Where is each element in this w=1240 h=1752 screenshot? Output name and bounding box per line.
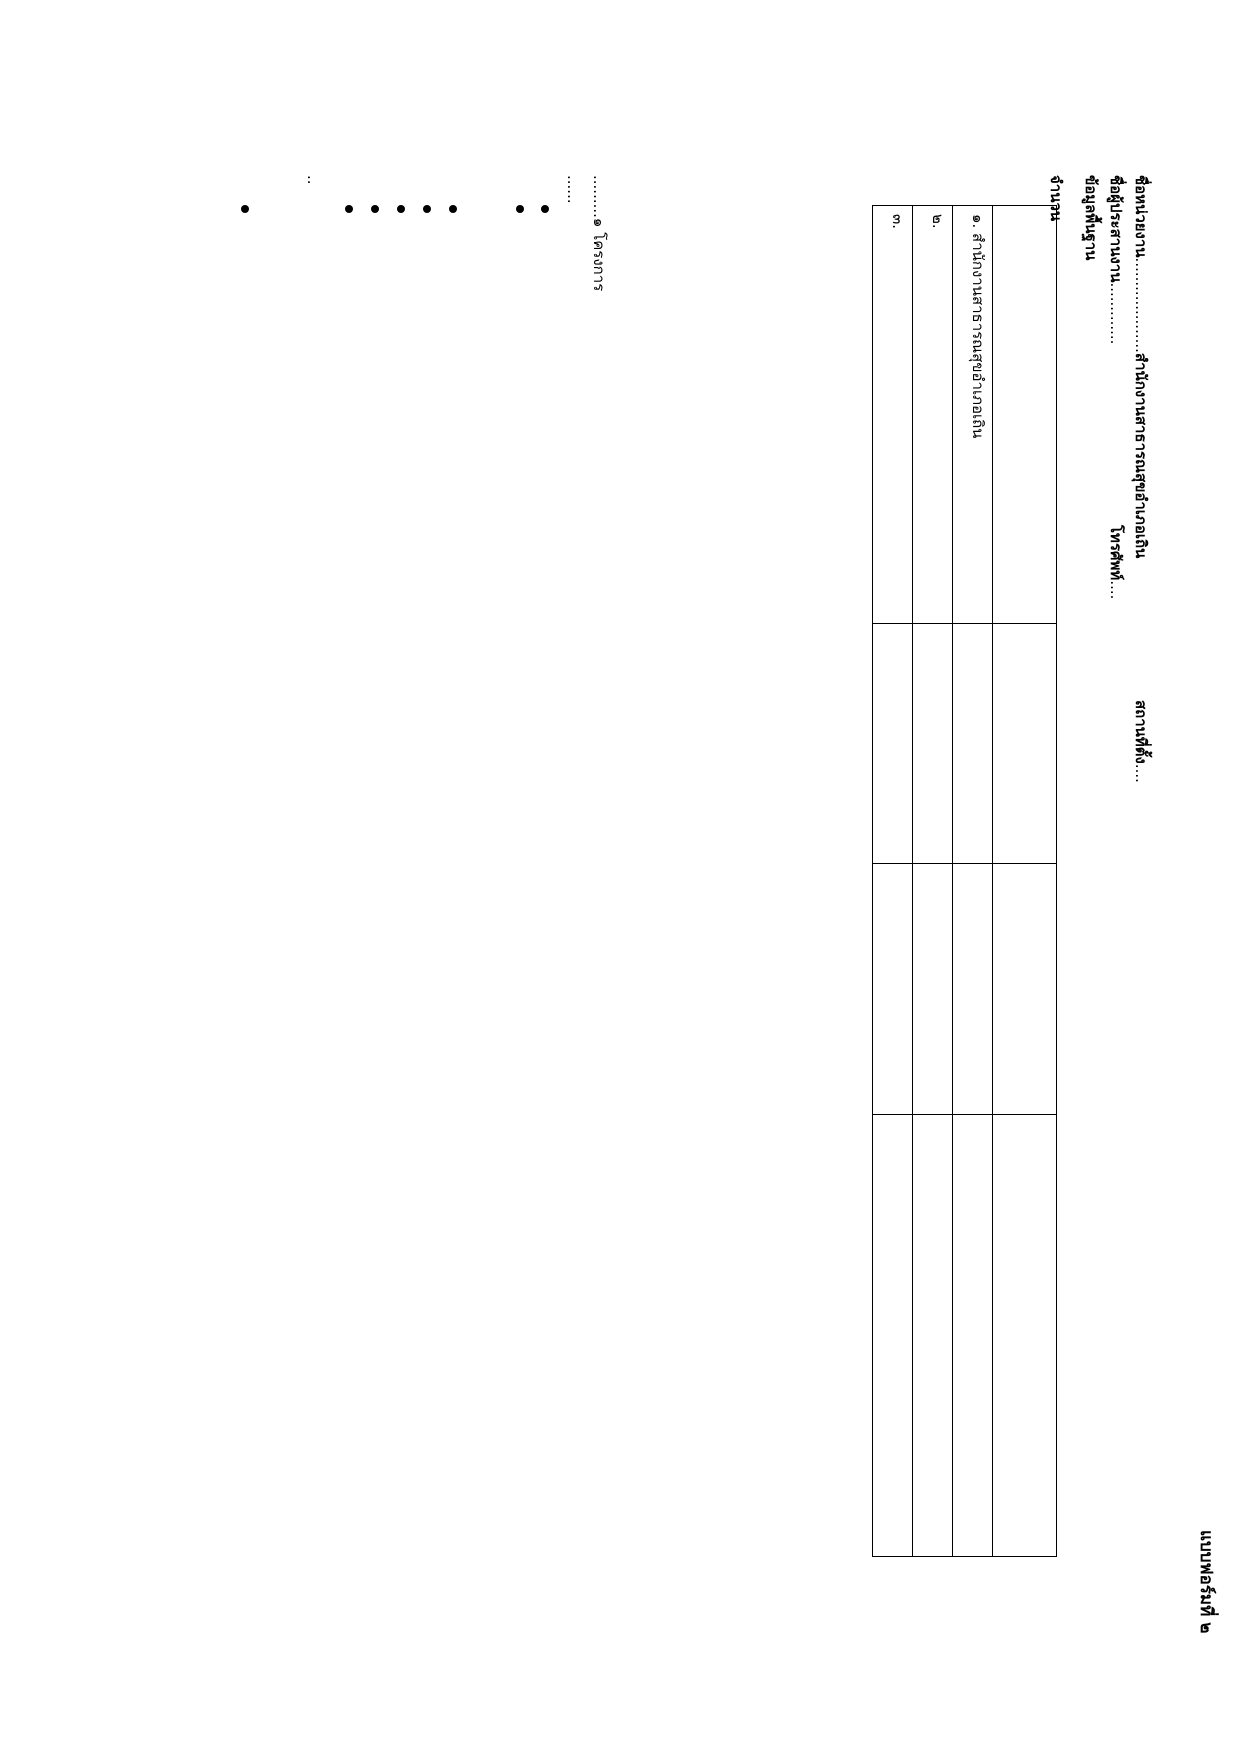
header-cell	[993, 206, 1057, 624]
header-cell	[993, 623, 1057, 863]
project-row: .........๑ โครงการ	[590, 175, 608, 292]
table-cell	[873, 863, 913, 1115]
table-cell	[873, 623, 913, 863]
table-cell	[913, 1115, 953, 1557]
coordinator-label: ชื่อผู้ประสานงาน	[1107, 175, 1125, 283]
table-cell: ๒.	[913, 206, 953, 624]
budget-row: ......	[564, 175, 582, 204]
address-row: สถานที่ตั้ง....	[1132, 700, 1150, 783]
table-cell	[953, 863, 993, 1115]
target-item	[445, 205, 463, 223]
count-label: จำนวน	[1047, 175, 1065, 222]
table-row	[953, 206, 993, 1557]
duration-row: ..	[304, 175, 322, 185]
project-count: ๑ โครงการ	[590, 217, 608, 292]
org-name-value: สำนักงานสาธารณสุขอำเภอเถิน	[1132, 352, 1150, 559]
table-cell	[913, 623, 953, 863]
target-item	[419, 205, 437, 223]
table-row	[873, 206, 913, 1557]
target-item	[367, 205, 385, 223]
header-cell	[993, 1115, 1057, 1557]
bullet-icon	[346, 205, 354, 213]
bullet-icon	[450, 205, 458, 213]
budget-item	[537, 205, 555, 223]
org-name-label: ชื่อหน่วยงาน	[1132, 175, 1150, 258]
form-number-label: แบบฟอร์มที่ ๒	[1196, 1530, 1216, 1634]
bullet-icon	[398, 205, 406, 213]
bullet-icon	[517, 205, 525, 213]
basic-info-heading: ข้อมูลพื้นฐาน	[1082, 175, 1100, 261]
table-cell	[873, 1115, 913, 1557]
table-cell	[913, 863, 953, 1115]
phone-row: โทรศัพท์....	[1107, 525, 1125, 600]
phone-label: โทรศัพท์	[1107, 525, 1125, 581]
header-cell	[993, 863, 1057, 1115]
table-cell: ๑. สำนักงานสาธารณสุขอำเภอเถิน	[953, 206, 993, 624]
personnel-table	[872, 205, 1057, 1557]
coordinator-row: ชื่อผู้ประสานงาน.............	[1107, 175, 1125, 345]
bullet-icon	[372, 205, 380, 213]
bullet-icon	[542, 205, 550, 213]
table-cell: ๓.	[873, 206, 913, 624]
table-cell	[953, 1115, 993, 1557]
bullet-icon	[424, 205, 432, 213]
bullet-icon	[242, 205, 250, 213]
target-item	[393, 205, 411, 223]
address-label: สถานที่ตั้ง	[1132, 700, 1150, 764]
result-item	[237, 205, 255, 223]
org-name-row: ชื่อหน่วยงาน....................สำนักงานสาธารณสุขอำเภอเถิน	[1132, 175, 1150, 559]
table-header-row	[993, 206, 1057, 1557]
budget-item	[512, 205, 530, 223]
table-row	[913, 206, 953, 1557]
target-item	[341, 205, 359, 223]
table-cell	[953, 623, 993, 863]
